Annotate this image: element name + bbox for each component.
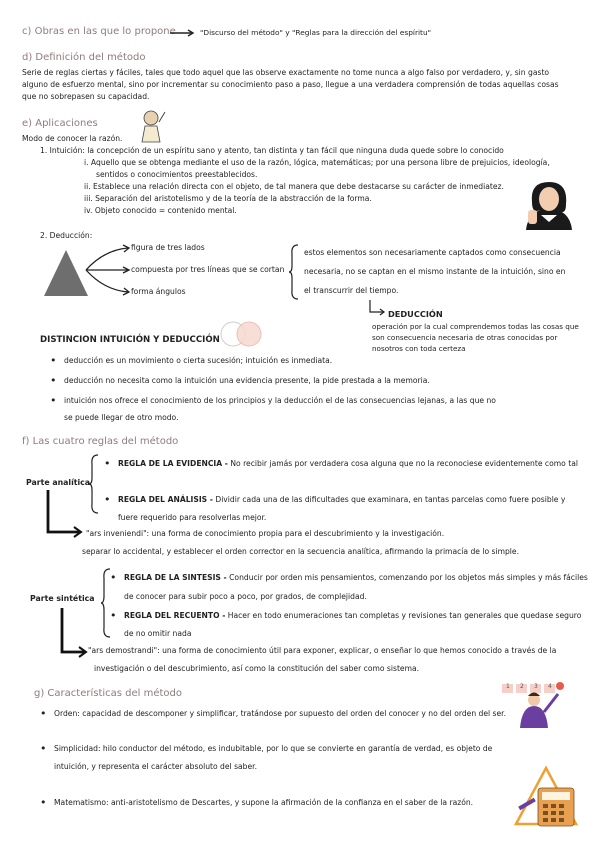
regla-analisis-title: REGLA DEL ANÁLISIS -	[118, 495, 213, 504]
intuicion-text: 1. Intuición: la concepción de un espíritu sano y atento, tan distinta y tan fácil que ninguna duda quede sobre lo conocido	[40, 146, 504, 155]
venn-diagram-icon	[218, 320, 264, 348]
caracteristica-simplicidad-a: • Simplicidad: hilo conductor del método, es indubitable, por lo que se convierte en garantía de verdad, es objeto de	[54, 743, 492, 755]
regla-recuento	[124, 610, 581, 622]
ars-demostrandi-b: investigación o del descubrimiento, así como la constitución del saber como sistema.	[94, 664, 420, 673]
section-d-heading: d) Definición del método	[22, 52, 146, 63]
distincion-title: DISTINCION INTUICIÓN Y DEDUCCIÓN	[40, 335, 220, 345]
regla-analisis-text: Dividir cada una de las dificultades que examinara, en tantas parcelas como fuere posible y	[212, 495, 566, 504]
distincion-bullet-3: • intuición nos ofrece el conocimiento de los principios y la deducción el de las consecuencias lejanas, a las que no	[64, 395, 496, 407]
regla-sintesis-text-b: de conocer para subir poco a poco, por grados, de complejidad.	[124, 592, 367, 601]
calculator-ruler-icon	[512, 762, 582, 828]
curly-brace-icon	[88, 454, 100, 514]
captados-line-2: necesaria, no se captan en el mismo instante de la intuición, sino en	[304, 267, 566, 276]
deduccion-label: 2. Deducción:	[40, 231, 93, 240]
step-1: 1	[506, 683, 510, 690]
steps-row	[504, 683, 576, 693]
arrow-down-right-icon	[368, 300, 388, 316]
caracteristica-orden: • Orden: capacidad de descomponer y simplificar, tratándose por supuesto del orden del conocer y no del orden del ser.	[54, 708, 506, 720]
regla-sintesis-text: Conducir por orden mis pensamientos, comenzando por los objetos más simples y más fáciles	[226, 573, 588, 582]
branch-2: compuesta por tres líneas que se cortan	[131, 265, 285, 274]
caracteristica-simplicidad-b: intuición, y representa el carácter absoluto del saber.	[54, 762, 258, 771]
branch-arrows-icon	[84, 242, 134, 298]
regla-recuento-text: Hacer en todo enumeraciones tan completas y revisiones tan generales que quedase seguro	[225, 611, 582, 620]
intuicion-item-4: iv. Objeto conocido = contenido mental.	[84, 206, 237, 215]
ars-inveniendi-a: "ars inveniendi": una forma de conocimiento propia para el descubrimiento y la investigación.	[86, 529, 445, 538]
distincion-bullet-3b: se puede llegar de otro modo.	[64, 413, 179, 422]
triangle-icon	[42, 248, 90, 300]
branch-3: forma ángulos	[131, 287, 186, 296]
descartes-portrait-icon	[518, 180, 580, 230]
descartes-sketch-icon	[136, 108, 166, 142]
regla-sintesis	[124, 572, 588, 584]
regla-recuento-title: REGLA DEL RECUENTO -	[124, 611, 226, 620]
corner-arrow-icon	[46, 490, 86, 536]
ars-demostrandi-a: "ars demostrandi": una forma de conocimiento útil para exponer, explicar, o enseñar lo que hemos conocido a través de la	[88, 646, 557, 655]
curly-brace-icon	[288, 244, 300, 300]
step-4: 4	[548, 683, 552, 690]
caracteristica-matematismo: • Matematismo: anti-aristotelismo de Descartes, y supone la afirmación de la confianza en el saber de la razón.	[54, 797, 473, 809]
captados-line-3: el transcurrir del tiempo.	[304, 286, 399, 295]
parte-analitica-label: Parte analítica	[26, 478, 91, 487]
regla-evidencia-title: REGLA DE LA EVIDENCIA -	[118, 459, 228, 468]
deduccion-definition: operación por la cual comprendemos todas las cosas que son consecuencia necesaria de otras conocidas por nosotros con toda certeza	[372, 322, 579, 353]
distincion-bullet-1: • deducción es un movimiento o cierta sucesión; intuición es inmediata.	[64, 355, 332, 367]
works-text: "Discurso del método" y "Reglas para la dirección del espíritu"	[200, 28, 432, 37]
intuicion-item-1b: sentidos o conocimientos preestablecidos.	[96, 170, 258, 179]
step-3: 3	[534, 683, 538, 690]
regla-evidencia	[118, 458, 578, 470]
ars-inveniendi-b: separar lo accidental, y establecer el orden corrector en la secuencia analítica, afirmando la primacía de lo simple.	[82, 547, 520, 556]
deduccion-title: DEDUCCIÓN	[388, 309, 443, 319]
regla-sintesis-title: REGLA DE LA SINTESIS -	[124, 573, 227, 582]
regla-recuento-text-b: de no omitir nada	[124, 629, 192, 638]
intuicion-item-3: iii. Separación del aristotelismo y de la teoría de la abstracción de la forma.	[84, 194, 372, 203]
definition-text: Serie de reglas ciertas y fáciles, tales que todo aquel que las observe exactamente no tome nunca a algo falso por verdadero, y, sin gasto alguno de esfuerzo mental, sino por incrementar su conocimiento paso a paso, llegue a una verdadera comprensión de todas aquellas cosas que no sobrepasen su capacidad.	[22, 68, 559, 101]
arrow-right-icon	[170, 29, 196, 37]
regla-analisis-text-b: fuere requerido para resolverlas mejor.	[118, 513, 267, 522]
corner-arrow-icon	[60, 608, 90, 658]
modo-text: Modo de conocer la razón.	[22, 134, 123, 143]
intuicion-item-1: i. Aquello que se obtenga mediante el uso de la razón, lógica, matemáticas; por una persona libre de prejuicios, ideología,	[84, 158, 550, 167]
regla-evidencia-text: No recibir jamás por verdadera cosa alguna que no la reconociese evidentemente como tal	[227, 459, 578, 468]
section-e-heading: e) Aplicaciones	[22, 118, 98, 129]
branch-1: figura de tres lados	[131, 243, 205, 252]
parte-sintetica-label: Parte sintética	[30, 594, 95, 603]
section-c-heading: c) Obras en las que lo propone	[22, 26, 176, 37]
captados-line-1: estos elementos son necesariamente captados como consecuencia	[304, 248, 561, 257]
distincion-bullet-2: • deducción no necesita como la intuición una evidencia presente, la pide prestada a la memoria.	[64, 375, 430, 387]
step-2: 2	[520, 683, 524, 690]
regla-analisis	[118, 494, 565, 506]
section-g-heading: g) Características del método	[34, 688, 183, 699]
intuicion-item-2: ii. Establece una relación directa con el objeto, de tal manera que debe destacarse su carácter de inmediatez.	[84, 182, 504, 191]
section-f-heading: f) Las cuatro reglas del método	[22, 436, 179, 447]
